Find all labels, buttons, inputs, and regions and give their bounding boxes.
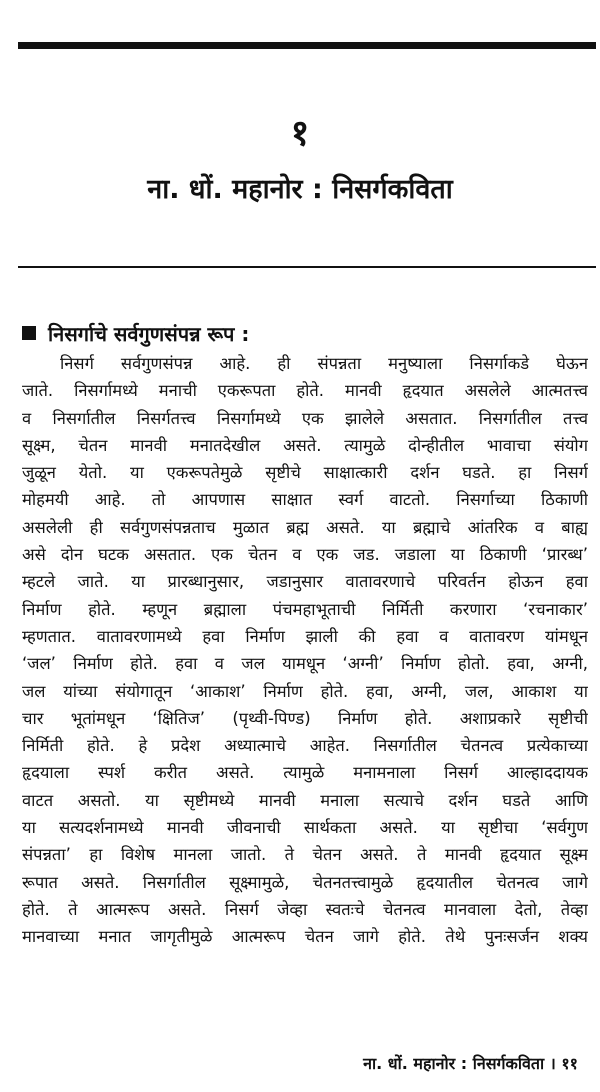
text-line: म्हटले जाते. या प्रारब्धानुसार, जडानुसार वातावरणाचे परिवर्तन होऊन हवा [22,572,588,592]
text-line: जल यांच्या संयोगातून ‘आकाश’ निर्माण होते. हवा, अग्नी, जल, आकाश या [22,681,588,701]
text-line: चार भूतांमधून ‘क्षितिज’ (पृथ्वी-पिण्ड) निर्माण होते. अशाप्रकारे सृष्टीची [22,708,588,728]
text-line: या सत्यदर्शनामध्ये मानवी जीवनाची सार्थकता असते. या सृष्टीचा ‘सर्वगुण [22,818,588,838]
text-line: निर्माण होते. म्हणून ब्रह्माला पंचमहाभूताची निर्मिती करणारा ‘रचनाकार’ [22,599,588,619]
text-line: हृदयाला स्पर्श करीत असते. त्यामुळे मनामनाला निसर्ग आल्हाददायक [22,763,588,783]
text-line: वाटत असतो. या सृष्टीमध्ये मानवी मनाला सत्याचे दर्शन घडते आणि [22,790,588,810]
chapter-title: ना. धों. महानोर : निसर्गकविता [147,174,453,205]
section-heading-text: निसर्गाचे सर्वगुणसंपन्न रूप : [48,322,250,346]
body-paragraph [22,350,588,951]
text-line: होते. ते आत्मरूप असते. निसर्ग जेव्हा स्वतःचे चेतनत्व मानवाला देतो, तेव्हा [22,899,588,919]
text-line: जाते. निसर्गामध्ये मनाची एकरूपता होते. मानवी हृदयात असलेले आत्मतत्त्व [22,381,588,401]
text-line: मानवाच्या मनात जागृतीमुळे आत्मरूप चेतन जागे होते. तेथे पुनःसर्जन शक्य [22,927,588,947]
text-line: रूपात असते. निसर्गातील सूक्ष्मामुळे, चेतनतत्त्वामुळे हृदयातील चेतनत्व जागे [22,872,588,892]
text-line: निर्मिती होते. हे प्रदेश अध्यात्माचे आहेत. निसर्गातील चेतनत्व प्रत्येकाच्या [22,736,588,756]
square-bullet-icon [22,326,36,340]
chapter-number: १ [290,113,310,154]
text-line: निसर्ग सर्वगुणसंपन्न आहे. ही संपन्नता मनुष्याला निसर्गाकडे घेऊन [60,354,588,373]
text-line: जुळून येतो. या एकरूपतेमुळे सृष्टीचे साक्षात्कारी दर्शन घडते. हा निसर्ग [22,463,588,483]
page-footer: ना. धों. महानोर : निसर्गकविता । ११ [363,1054,578,1073]
text-line: म्हणतात. वातावरणामध्ये हवा निर्माण झाली की हवा व वातावरण यांमधून [22,626,588,646]
text-line: व निसर्गातील निसर्गतत्त्व निसर्गामध्ये एक झालेले असतात. निसर्गातील तत्त्व [22,408,588,428]
text-line: असे दोन घटक असतात. एक चेतन व एक जड. जडाला या ठिकाणी ‘प्रारब्ध’ [22,545,588,565]
text-line: असलेली ही सर्वगुणसंपन्नताच मुळात ब्रह्म असते. या ब्रह्माचे आंतरिक व बाह्य [22,517,588,537]
top-rule [18,42,596,49]
text-line: ‘जल’ निर्माण होते. हवा व जल यामधून ‘अग्नी’ निर्माण होतो. हवा, अग्नी, [22,654,588,674]
text-line: सूक्ष्म, चेतन मानवी मनातदेखील असते. त्यामुळे दोन्हीतील भावाचा संयोग [22,435,588,455]
section-heading [22,320,582,348]
title-divider [18,266,596,268]
text-line: मोहमयी आहे. तो आपणास साक्षात स्वर्ग वाटतो. निसर्गाच्या ठिकाणी [22,490,588,510]
text-line: संपन्नता’ हा विशेष मानला जातो. ते चेतन असते. ते मानवी हृदयात सूक्ष्म [22,845,588,865]
